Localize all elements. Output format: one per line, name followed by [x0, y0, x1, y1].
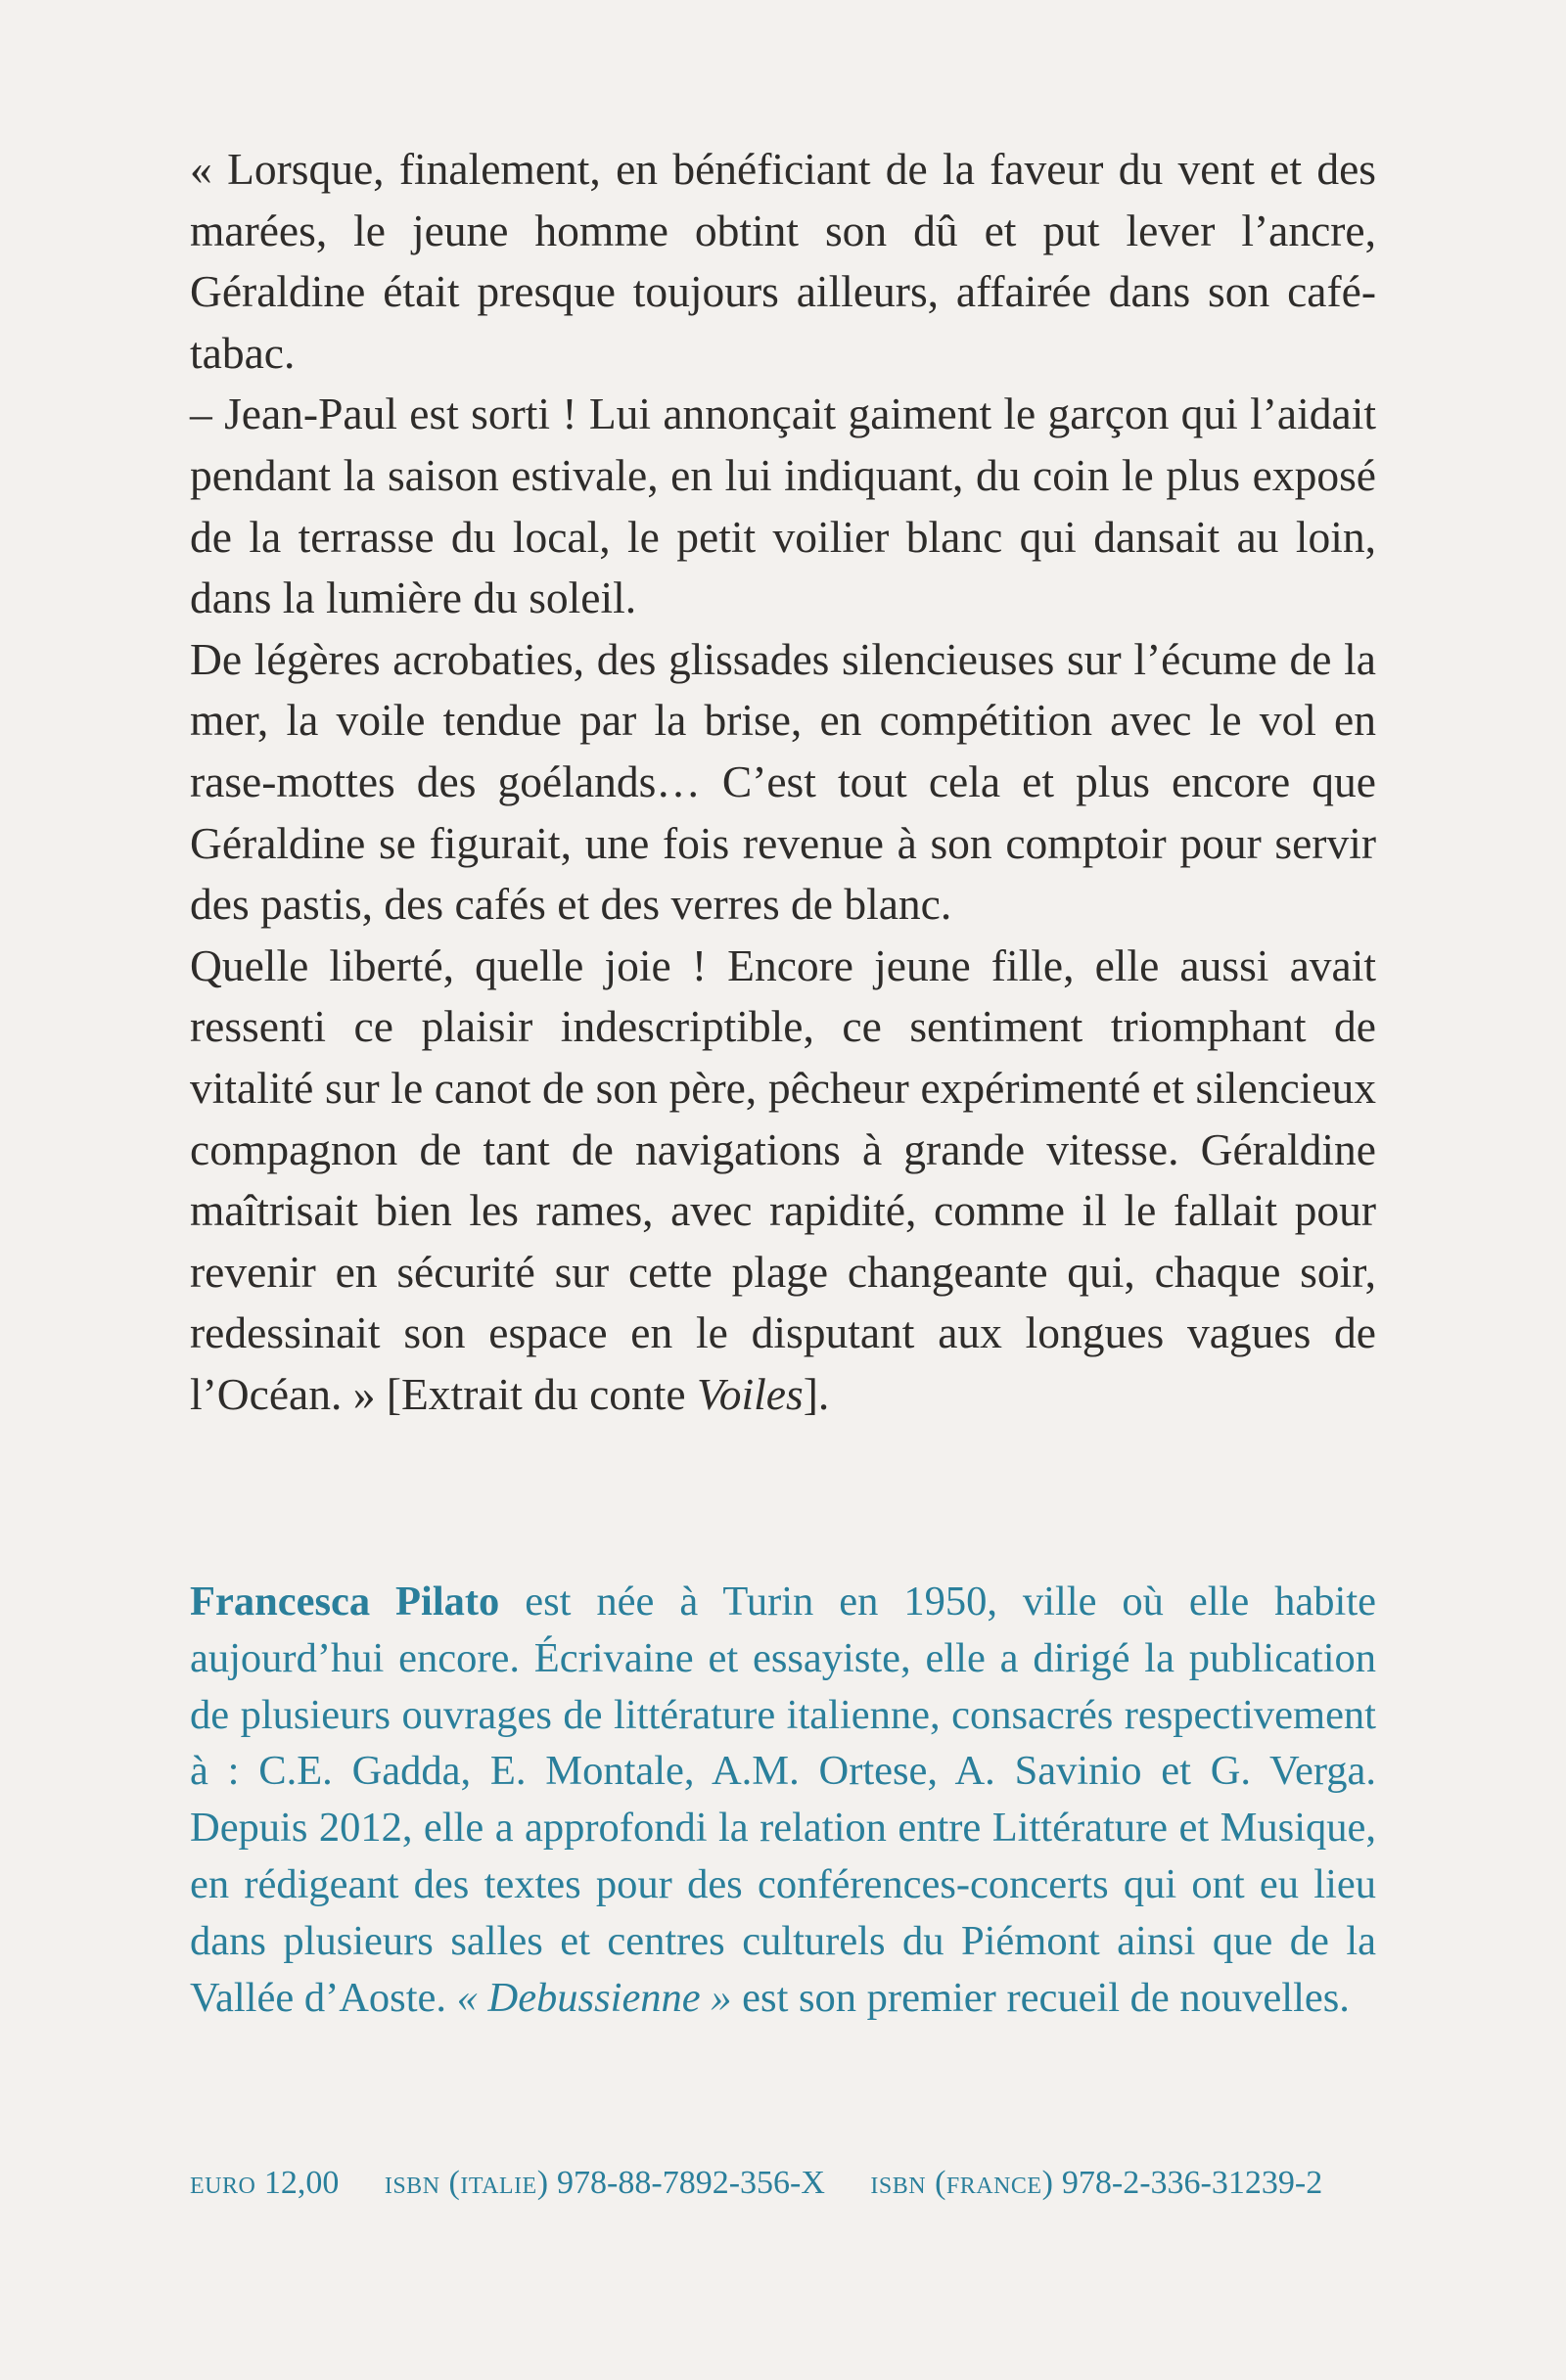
price-label: euro: [190, 2165, 256, 2201]
excerpt-paragraph-2: – Jean-Paul est sorti ! Lui annonçait gaiment le garçon qui l’aidait pendant la saison estivale, en lui indiquant, du coin le plus exposé de la terrasse du local, le petit voilier blanc qui dansait au loin, dans la lumière du soleil.: [190, 389, 1376, 623]
isbn-italy: [385, 2159, 825, 2208]
excerpt-paragraph-3: De légères acrobaties, des glissades silencieuses sur l’écume de la mer, la voile tendue par la brise, en compétition avec le vol en rase-mottes des goélands… C’est tout cela et plus encore que Géraldine se figurait, une fois revenue à son comptoir pour servir des pastis, des cafés et des verres de blanc.: [190, 633, 1376, 930]
isbn-france-value: 978-2-336-31239-2: [1061, 2165, 1323, 2201]
author-name: Francesca Pilato: [190, 1579, 500, 1625]
isbn-france-label: isbn (france): [870, 2165, 1054, 2201]
isbn-italy-value: 978-88-7892-356-X: [557, 2165, 825, 2201]
author-biography: [190, 1574, 1376, 2026]
excerpt-closing-bracket: ].: [803, 1368, 830, 1419]
excerpt-paragraph-1: « Lorsque, finalement, en bénéficiant de la faveur du vent et des marées, le jeune homme obtint son dû et put lever l’ancre, Géraldine était presque toujours ailleurs, affairée dans son café-tabac.: [190, 144, 1376, 378]
excerpt-paragraph-4-text: Quelle liberté, quelle joie ! Encore jeune fille, elle aussi avait ressenti ce plaisir indescriptible, ce sentiment triomphant de vitalité sur le canot de son père, pêcheur expérimenté et silencieux compagnon de tant de navigations à grande vitesse. Géraldine maîtrisait bien les rames, avec rapidité, comme il le fallait pour revenir en sécurité sur cette plage changeante qui, chaque soir, redessinait son espace en le disputant aux longues vagues de l’Océan. » [Extrait du conte: [190, 939, 1376, 1419]
book-excerpt: [190, 139, 1376, 1425]
excerpt-story-title: Voiles: [697, 1368, 804, 1419]
price-value: 12,00: [263, 2165, 340, 2201]
price: [190, 2159, 339, 2208]
price-isbn-line: [190, 2159, 1322, 2208]
collection-title: « Debussienne »: [456, 1974, 732, 2021]
excerpt-paragraph-4: [190, 936, 1376, 1426]
isbn-france: [870, 2159, 1322, 2208]
isbn-italy-label: isbn (italie): [384, 2165, 549, 2201]
bio-text-end: est son premier recueil de nouvelles.: [731, 1974, 1350, 2021]
bio-text: est née à Turin en 1950, ville où elle habite aujourd’hui encore. Écrivaine et essayiste, elle a dirigé la publication de plusieurs ouvrages de littérature italienne, consacrés respectivement à : C.E. Gadda, E. Montale, A.M. Ortese, A. Savinio et G. Verga. Depuis 2012, elle a approfondi la relation entre Littérature et Musique, en rédigeant des textes pour des conférences-concerts qui ont eu lieu dans plusieurs salles et centres culturels du Piémont ainsi que de la Vallée d’Aoste.: [190, 1579, 1376, 2021]
